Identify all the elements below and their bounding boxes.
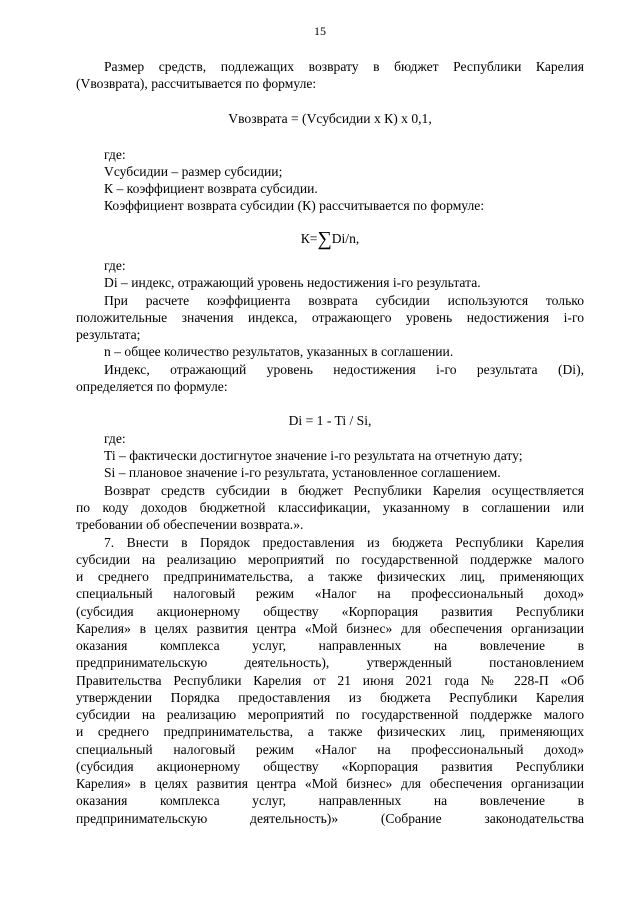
text-line: определяется по формуле: bbox=[76, 379, 228, 394]
formula-k-lhs: К= bbox=[300, 231, 318, 246]
text-line: по коду доходов бюджетной классификации, указанному в соглашении или bbox=[76, 500, 584, 515]
text-line: Di – индекс, отражающий уровень недостижения i-го результата. bbox=[104, 275, 481, 290]
text-line: субсидии на реализацию мероприятий по государственной поддержке малого bbox=[76, 707, 584, 722]
text-line: Размер средств, подлежащих возврату в бюджет Республики Карелия bbox=[104, 59, 584, 74]
text-line: Коэффициент возврата субсидии (К) рассчитывается по формуле: bbox=[104, 198, 485, 213]
text-line: где: bbox=[104, 431, 126, 446]
text-line: При расчете коэффициента возврата субсидии используются только bbox=[104, 293, 584, 308]
text-line: предпринимательскую деятельность)» (Собрание законодательства bbox=[76, 811, 584, 826]
text-line: Di = 1 - Ti / Si, bbox=[288, 413, 372, 428]
text-line: К – коэффициент возврата субсидии. bbox=[104, 181, 318, 196]
text-line: Si – плановое значение i-го результата, установленное соглашением. bbox=[104, 465, 501, 480]
text-line: предпринимательскую деятельность), утвержденный постановлением bbox=[76, 655, 584, 670]
text-line: и среднего предпринимательства, а также физических лиц, применяющих bbox=[76, 569, 584, 584]
text-line: где: bbox=[104, 258, 126, 273]
text-line: (субсидия акционерному обществу «Корпорация развития Республики bbox=[76, 759, 584, 774]
text-line: оказания комплекса услуг, направленных на вовлечение в bbox=[76, 793, 584, 808]
text-line: субсидии на реализацию мероприятий по государственной поддержке малого bbox=[76, 552, 584, 567]
text-line: n – общее количество результатов, указанных в соглашении. bbox=[104, 344, 454, 359]
text-line: утверждении Порядка предоставления из бюджета Республики Карелия bbox=[76, 690, 584, 705]
sum-symbol: ∑ bbox=[317, 228, 332, 250]
text-line: специальный налоговый режим «Налог на профессиональный доход» bbox=[76, 586, 584, 601]
text-line: положительные значения индекса, отражающего уровень недостижения i-го bbox=[76, 310, 584, 325]
text-line: (Vвозврата), рассчитывается по формуле: bbox=[76, 76, 317, 91]
text-line: Карелия» в целях развития центра «Мой бизнес» для обеспечения организации bbox=[76, 621, 584, 636]
text-line: Vсубсидии – размер субсидии; bbox=[104, 164, 283, 179]
text-line: и среднего предпринимательства, а также физических лиц, применяющих bbox=[76, 724, 584, 739]
formula-k-rhs: Di/n, bbox=[331, 231, 360, 246]
text-line: требовании об обеспечении возврата.». bbox=[76, 517, 304, 532]
text-line: Ti – фактически достигнутое значение i-го результата на отчетную дату; bbox=[104, 448, 523, 463]
text-line: где: bbox=[104, 147, 126, 162]
text-line: результата; bbox=[76, 327, 141, 342]
text-line: Правительства Республики Карелия от 21 июня 2021 года № 228-П «Об bbox=[76, 673, 584, 688]
text-line: Карелия» в целях развития центра «Мой бизнес» для обеспечения организации bbox=[76, 776, 584, 791]
text-line: Vвозврата = (Vсубсидии х К) х 0,1, bbox=[228, 111, 432, 126]
text-line: специальный налоговый режим «Налог на профессиональный доход» bbox=[76, 742, 584, 757]
text-line: Индекс, отражающий уровень недостижения i-го результата (Di), bbox=[104, 362, 584, 377]
page-number: 15 bbox=[314, 24, 326, 38]
text-line: оказания комплекса услуг, направленных на вовлечение в bbox=[76, 638, 584, 653]
text-line: Возврат средств субсидии в бюджет Республики Карелия осуществляется bbox=[104, 483, 584, 498]
formula-k bbox=[76, 228, 584, 250]
text-line: (субсидия акционерному обществу «Корпорация развития Республики bbox=[76, 604, 584, 619]
text-line: 7. Внести в Порядок предоставления из бюджета Республики Карелия bbox=[104, 535, 584, 550]
